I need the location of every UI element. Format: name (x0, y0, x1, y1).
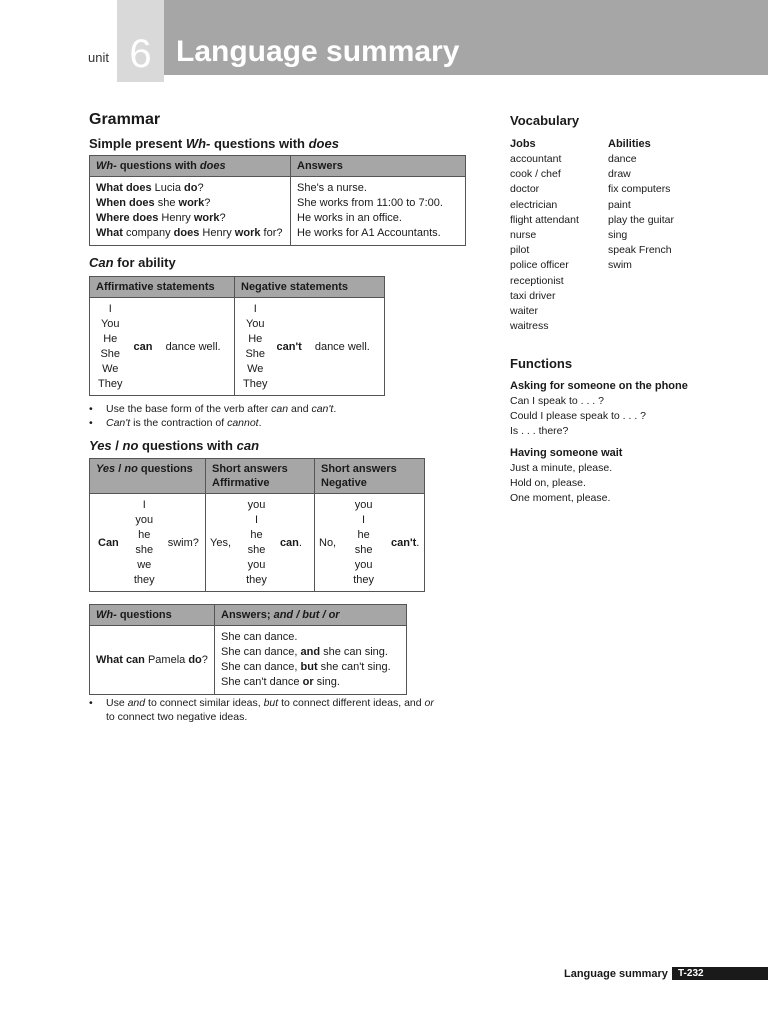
abilities-column (608, 137, 674, 274)
note-item: • Can't is the contraction of cannot. (89, 416, 489, 430)
col-header-answers: Answers (291, 156, 466, 177)
pronoun: you (354, 559, 373, 571)
pronoun: you (354, 499, 373, 511)
question-line: What does Lucia do? (96, 182, 204, 194)
functions-heading: Functions (510, 356, 573, 371)
phrase-item: Can I speak to . . . ? (510, 395, 604, 407)
negative-cell (235, 298, 385, 396)
grammar-heading: Grammar (89, 111, 161, 128)
question-line: When does she work? (96, 197, 211, 209)
ability-item: draw (608, 168, 631, 181)
col-header-yes-no: Yes / no questions (90, 459, 206, 494)
job-item: electrician (510, 198, 558, 211)
pronoun: I (254, 514, 258, 526)
section1-title: Simple present Wh- questions with does (89, 136, 339, 151)
pronoun: They (243, 378, 268, 390)
section2-notes (89, 402, 489, 430)
pronoun: he (357, 529, 370, 541)
no-word: No, (319, 536, 337, 549)
pronoun: they (353, 574, 374, 586)
pronoun: You (245, 318, 265, 330)
jobs-column (510, 137, 579, 334)
pronoun-stack (134, 498, 155, 588)
pronoun: We (247, 363, 264, 375)
ability-item: sing (608, 229, 628, 242)
pronoun: she (354, 544, 373, 556)
phrase-item: One moment, please. (510, 492, 611, 505)
phrase-item: Is . . . there? (510, 425, 569, 438)
pronoun: I (108, 303, 112, 315)
col-header-short-affirmative: Short answers Affirmative (206, 459, 315, 494)
affirmative-cell (90, 298, 235, 396)
question-cell: What can Pamela do? (90, 626, 215, 695)
phone-section (510, 379, 688, 440)
short-negative-cell (315, 494, 425, 592)
footer-label: Language summary (564, 968, 668, 980)
pronoun: He (248, 333, 263, 345)
col-header-wh-questions: Wh- questions (90, 605, 215, 626)
verb-cant: can't (276, 340, 302, 353)
col-header-questions: Wh- questions with does (90, 156, 291, 177)
ability-item: fix computers (608, 183, 671, 196)
job-item: cook / chef (510, 168, 561, 181)
pronoun: you (247, 499, 266, 511)
job-item: waiter (510, 305, 539, 318)
pronoun: she (247, 544, 266, 556)
pronoun-stack (98, 302, 122, 392)
ability-item: swim (608, 259, 632, 272)
page-number: T-232 (672, 967, 768, 980)
verb-can: can (133, 340, 153, 353)
col-header-short-negative: Short answers Negative (315, 459, 425, 494)
question-line: Where does Henry work? (96, 212, 226, 224)
jobs-heading: Jobs (510, 138, 536, 150)
pronoun: They (98, 378, 123, 390)
question-line: What company does Henry work for? (96, 227, 283, 239)
short-affirmative-cell (206, 494, 315, 592)
jobs-list (510, 152, 579, 334)
pronoun: he (250, 529, 263, 541)
phone-phrases (510, 394, 688, 440)
pronoun: We (102, 363, 119, 375)
job-item: flight attendant (510, 213, 579, 226)
yes-word: Yes, (210, 536, 232, 549)
pronoun: She (100, 348, 121, 360)
pronoun: She (245, 348, 266, 360)
pronoun: I (253, 303, 257, 315)
verb-rest: dance well. (165, 340, 221, 353)
phrase-item: Hold on, please. (510, 477, 586, 490)
yes-no-can-table (89, 458, 425, 592)
answer-line: He works in an office. (297, 212, 402, 224)
abilities-heading: Abilities (608, 138, 651, 150)
wait-heading: Having someone wait (510, 447, 623, 459)
job-item: accountant (510, 153, 562, 165)
pronoun: I (362, 514, 366, 526)
short-answer-verb: can't. (391, 536, 420, 549)
wait-section (510, 446, 622, 507)
answers-cell: She can dance. She can dance, and she can sing. She can dance, but she can't sing. She can't dance or sing. (215, 626, 407, 695)
col-header-answers: Answers; and / but / or (215, 605, 407, 626)
phone-heading: Asking for someone on the phone (510, 380, 688, 392)
answer-line: She works from 11:00 to 7:00. (297, 197, 443, 209)
can-ability-table (89, 276, 385, 396)
vocabulary-heading: Vocabulary (510, 113, 580, 128)
pronoun: he (138, 529, 151, 541)
pronoun: they (246, 574, 267, 586)
pronoun: we (137, 559, 152, 571)
does-questions-table (89, 155, 466, 246)
verb-rest: swim? (167, 536, 199, 549)
pronoun-stack (243, 302, 267, 392)
pronoun: You (100, 318, 120, 330)
answer-line: She's a nurse. (297, 182, 367, 194)
answers-cell (291, 177, 466, 246)
answer-line: He works for A1 Accountants. (297, 227, 441, 239)
ability-item: dance (608, 153, 637, 165)
job-item: nurse (510, 229, 537, 242)
pronoun-stack (353, 498, 374, 588)
phrase-item: Could I please speak to . . . ? (510, 410, 646, 423)
phrase-item: Just a minute, please. (510, 462, 613, 474)
verb-rest: dance well. (314, 340, 370, 353)
job-item: receptionist (510, 274, 564, 287)
pronoun: I (142, 499, 146, 511)
short-answer-verb: can. (279, 536, 302, 549)
job-item: taxi driver (510, 289, 556, 302)
ability-item: speak French (608, 244, 672, 257)
job-item: doctor (510, 183, 540, 196)
question-cell (90, 494, 206, 592)
wait-phrases (510, 461, 622, 507)
ability-item: paint (608, 198, 631, 211)
section4-notes (89, 696, 469, 724)
unit-label: unit (88, 50, 109, 65)
pronoun: He (103, 333, 118, 345)
abilities-list (608, 152, 674, 274)
pronoun: she (135, 544, 154, 556)
note-item: • Use the base form of the verb after can and can't. (89, 402, 489, 416)
col-header-affirmative: Affirmative statements (90, 277, 235, 298)
page-title: Language summary (176, 35, 460, 68)
questions-cell (90, 177, 291, 246)
col-header-negative: Negative statements (235, 277, 385, 298)
job-item: pilot (510, 244, 530, 257)
pronoun: they (133, 574, 155, 586)
verb-can: Can (98, 536, 119, 549)
unit-number: 6 (129, 32, 152, 76)
section3-title: Yes / no questions with can (89, 438, 260, 453)
pronoun-stack (246, 498, 267, 588)
ability-item: play the guitar (608, 213, 674, 226)
pronoun: you (135, 514, 154, 526)
pronoun: you (247, 559, 266, 571)
note-item: • Use and to connect similar ideas, but to connect different ideas, and or to connect two negative ideas. (89, 696, 469, 724)
and-but-or-table (89, 604, 407, 695)
job-item: waitress (510, 320, 549, 333)
job-item: police officer (510, 259, 569, 272)
section2-title: Can for ability (89, 255, 176, 270)
